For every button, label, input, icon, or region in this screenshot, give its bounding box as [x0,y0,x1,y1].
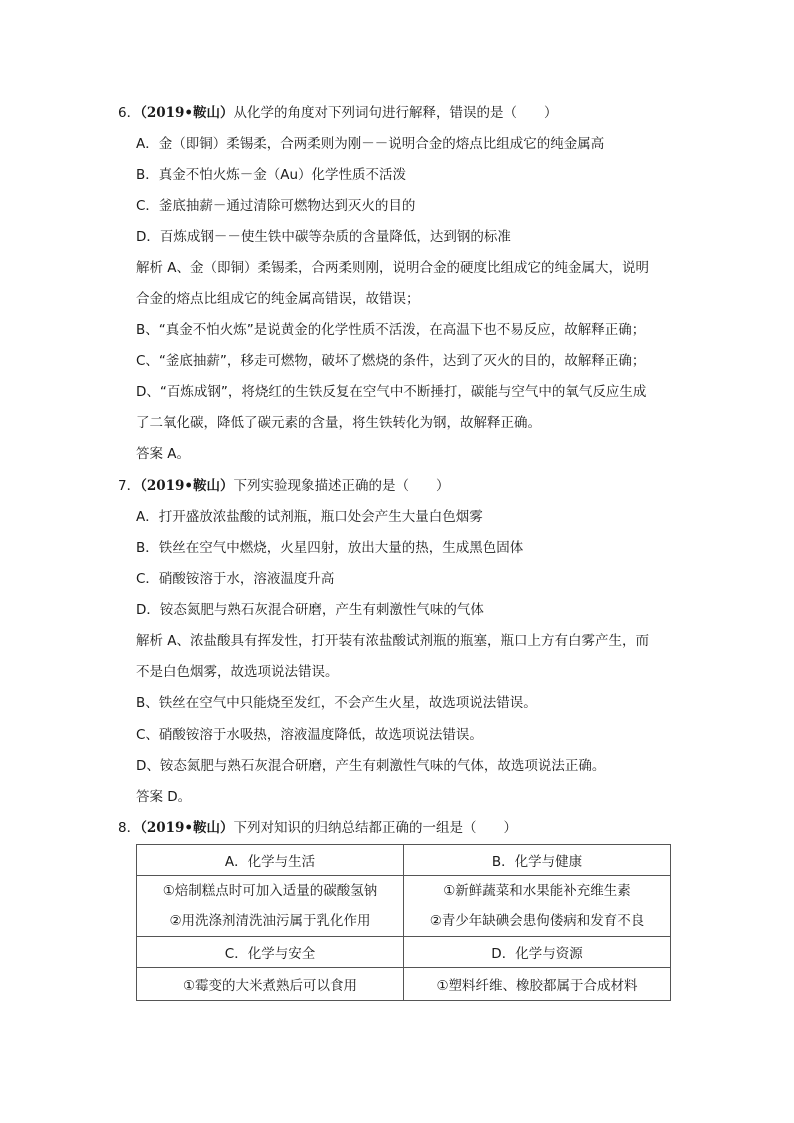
q6-stem: 从化学的角度对下列词句进行解释，错误的是（ ） [233,105,558,121]
knowledge-table [136,844,671,1001]
q6-source: （2019•鞍山） [140,105,234,121]
q6-option-a: A．金（即铜）柔锡柔，合两柔则为刚－－说明合金的熔点比组成它的纯金属高 [136,136,605,152]
q8-number: 8． [118,820,141,836]
table-cell-a-title: A．化学与生活 [137,845,404,876]
q7-analysis-line: 解析 A、浓盐酸具有挥发性，打开装有浓盐酸试剂瓶的瓶塞，瓶口上方有白雾产生，而 [136,633,650,649]
table-row [137,937,671,968]
q7-stem: 下列实验现象描述正确的是（ ） [233,478,450,494]
table-item: ①焙制糕点时可加入适量的碳酸氢钠 [162,883,378,899]
q6-option-b: B．真金不怕火炼－金（Au）化学性质不活泼 [136,167,407,183]
q7-analysis-line: D、铵态氮肥与熟石灰混合研磨，产生有刺激性气味的气体，故选项说法正确。 [136,758,606,774]
q7-stem-line [118,476,450,496]
q6-number: 6． [118,105,141,121]
q8-source: （2019•鞍山） [140,820,234,836]
q7-number: 7． [118,478,141,494]
q7-option-a: A．打开盛放浓盐酸的试剂瓶，瓶口处会产生大量白色烟雾 [136,509,483,525]
table-cell-b-title: B．化学与健康 [404,845,671,876]
q7-analysis-line: B、铁丝在空气中只能烧至发红，不会产生火星，故选项说法错误。 [136,695,537,711]
q6-analysis-line: 合金的熔点比组成它的纯金属高错误，故错误； [136,291,420,307]
q6-analysis-line: 解析 A、金（即铜）柔锡柔，合两柔则刚，说明合金的硬度比组成它的纯金属大，说明 [136,260,650,276]
table-row [137,876,671,937]
q8-stem-line [118,818,517,838]
table-cell-d-items [404,968,671,1001]
table-item: ①塑料纤维、橡胶都属于合成材料 [436,978,638,994]
q6-analysis-line: C、“釜底抽薪”，移走可燃物，破坏了燃烧的条件，达到了灭火的目的，故解释正确； [136,353,646,369]
table-cell-d-title: D．化学与资源 [404,937,671,968]
table-cell-c-items [137,968,404,1001]
table-item: ①霉变的大米煮熟后可以食用 [182,978,358,994]
q6-analysis-line: B、“真金不怕火炼”是说黄金的化学性质不活泼，在高温下也不易反应，故解释正确； [136,322,646,338]
table-row [137,845,671,876]
table-cell-b-items [404,876,671,937]
q6-answer: 答案 A。 [136,446,191,462]
q6-option-c: C．釜底抽薪－通过清除可燃物达到灭火的目的 [136,198,416,214]
q7-source: （2019•鞍山） [140,478,234,494]
q7-analysis-line: 不是白色烟雾，故选项说法错误。 [136,664,339,680]
table-row [137,968,671,1001]
q7-option-c: C．硝酸铵溶于水，溶液温度升高 [136,571,335,587]
q6-analysis-line: 了二氧化碳，降低了碳元素的含量，将生铁转化为钢，故解释正确。 [136,415,541,431]
table-cell-c-title: C．化学与安全 [137,937,404,968]
q7-option-b: B．铁丝在空气中燃烧，火星四射，放出大量的热，生成黑色固体 [136,540,524,556]
q6-option-d: D．百炼成钢－－使生铁中碳等杂质的含量降低，达到钢的标准 [136,229,511,245]
q7-answer: 答案 D。 [136,789,192,805]
q8-stem: 下列对知识的归纳总结都正确的一组是（ ） [233,820,518,836]
q6-stem-line [118,103,558,123]
table-item: ②青少年缺碘会患佝偻病和发育不良 [429,913,645,929]
table-item: ①新鲜蔬菜和水果能补充维生素 [443,883,631,899]
q7-analysis-line: C、硝酸铵溶于水吸热，溶液温度降低，故选项说法错误。 [136,727,483,743]
q7-option-d: D．铵态氮肥与熟石灰混合研磨，产生有刺激性气味的气体 [136,602,484,618]
table-item: ②用洗涤剂清洗油污属于乳化作用 [169,913,371,929]
q6-analysis-line: D、“百炼成钢”，将烧红的生铁反复在空气中不断捶打，碳能与空气中的氧气反应生成 [136,384,647,400]
table-cell-a-items [137,876,404,937]
